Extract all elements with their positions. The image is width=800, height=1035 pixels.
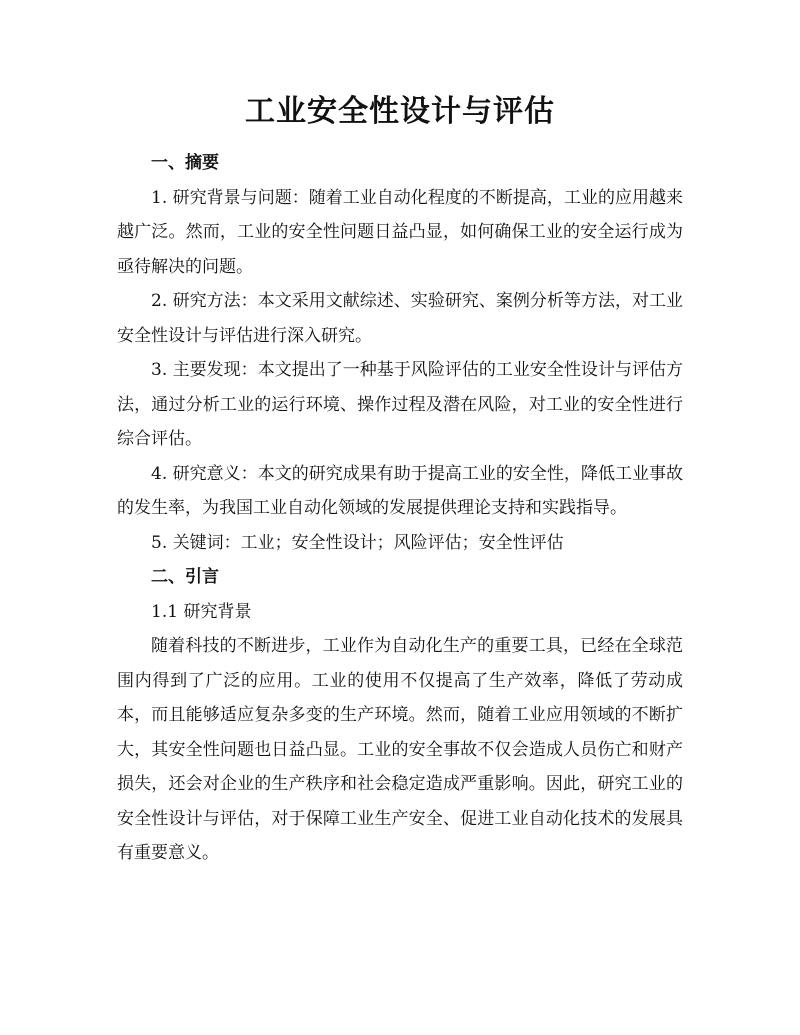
document-title: 工业安全性设计与评估	[245, 94, 555, 129]
abstract-item-findings: 3. 主要发现：本文提出了一种基于风险评估的工业安全性设计与评估方法，通过分析工业的运行环境、操作过程及潜在风险，对工业的安全性进行综合评估。	[117, 360, 683, 449]
abstract-item-methods: 2. 研究方法：本文采用文献综述、实验研究、案例分析等方法，对工业安全性设计与评估进行深入研究。	[117, 291, 683, 346]
abstract-item-keywords: 5. 关键词：工业；安全性设计；风险评估；安全性评估	[151, 532, 564, 553]
subsection-heading-background: 1.1 研究背景	[151, 601, 252, 622]
abstract-item-significance: 4. 研究意义：本文的研究成果有助于提高工业的安全性，降低工业事故的发生率，为我国工业自动化领域的发展提供理论支持和实践指导。	[117, 463, 683, 518]
document-body	[117, 146, 683, 871]
section-heading-abstract: 一、摘要	[151, 153, 219, 173]
section-heading-introduction: 二、引言	[151, 567, 219, 587]
abstract-item-background: 1. 研究背景与问题：随着工业自动化程度的不断提高，工业的应用越来越广泛。然而，工业的安全性问题日益凸显，如何确保工业的安全运行成为亟待解决的问题。	[117, 187, 683, 277]
body-paragraph-background: 随着科技的不断进步，工业作为自动化生产的重要工具，已经在全球范围内得到了广泛的应用。工业的使用不仅提高了生产效率，降低了劳动成本，而且能够适应复杂多变的生产环境。然而，随着工业应用领域的不断扩大，其安全性问题也日益凸显。工业的安全事故不仅会造成人员伤亡和财产损失，还会对企业的生产秩序和社会稳定造成严重影响。因此，研究工业的安全性设计与评估，对于保障工业生产安全、促进工业自动化技术的发展具有重要意义。	[117, 636, 683, 863]
